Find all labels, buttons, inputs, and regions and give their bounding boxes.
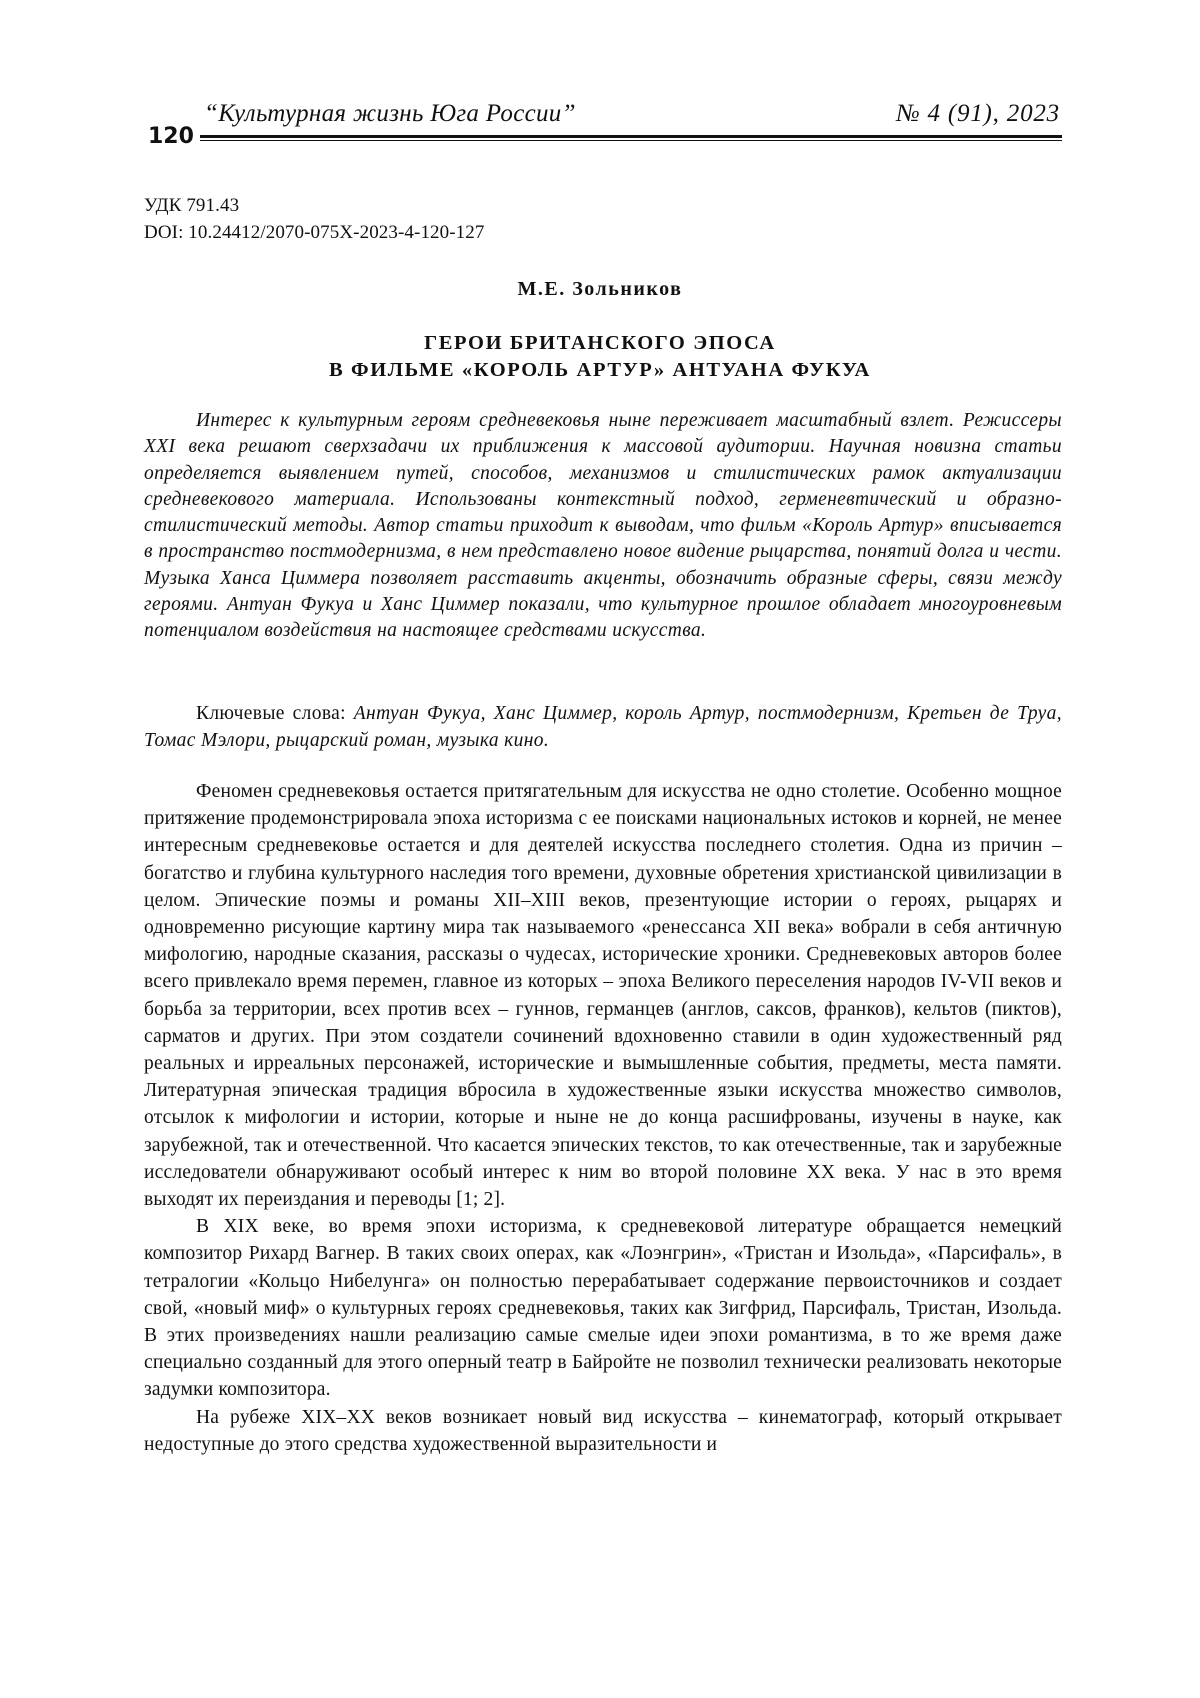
article-title bbox=[0, 330, 1200, 384]
article-body bbox=[144, 778, 1062, 1458]
running-header-issue: № 4 (91), 2023 bbox=[896, 100, 1060, 127]
udk-code: УДК 791.43 bbox=[144, 195, 240, 216]
keywords bbox=[144, 700, 1062, 754]
article-title-line-2: В ФИЛЬМЕ «КОРОЛЬ АРТУР» АНТУАНА ФУКУА bbox=[329, 359, 871, 381]
body-paragraph-3: На рубеже XIX–XX веков возникает новый вид искусства – кинематограф, который открывает недоступные до этого средства художественной выразительности и bbox=[144, 1406, 1062, 1455]
page-number: 120 bbox=[148, 124, 194, 149]
header-rule-thick bbox=[200, 135, 1062, 138]
abstract: Интерес к культурным героям средневековья ныне переживает масштабный взлет. Режиссеры XXI века решают сверхзадачи их приближения к массовой аудитории. Научная новизна статьи определяется выявлением путей, способов, механизмов и стилистических рамок актуализации средневекового материала. Использованы контекстный подход, герменевтический и образно-стилистический методы. Автор статьи приходит к выводам, что фильм «Король Артур» вписывается в пространство постмодернизма, в нем представлено новое видение рыцарства, понятий долга и чести. Музыка Ханса Циммера позволяет расставить акценты, обозначить образные сферы, связи между героями. Антуан Фукуа и Ханс Циммер показали, что культурное прошлое обладает многоуровневым потенциалом воздействия на настоящее средствами искусства. bbox=[144, 410, 1062, 642]
doi: DOI: 10.24412/2070-075X-2023-4-120-127 bbox=[144, 222, 485, 243]
header-rule-thin bbox=[200, 140, 1062, 141]
body-paragraph-2: В XIX веке, во время эпохи историзма, к средневековой литературе обращается немецкий композитор Рихард Вагнер. В таких своих операх, как «Лоэнгрин», «Тристан и Изольда», «Парсифаль», в тетралогии «Кольцо Нибелунга» он полностью перерабатывает содержание первоисточников и создает свой, «новый миф» о культурных героях средневековья, таких как Зигфрид, Парсифаль, Тристан, Изольда. В этих произведениях нашли реализацию самые смелые идеи эпохи романтизма, в то же время даже специально созданный для этого оперный театр в Байройте не позволил технически реализовать некоторые задумки композитора. bbox=[144, 1216, 1062, 1401]
running-header-journal: “Культурная жизнь Юга России” bbox=[204, 100, 576, 127]
keywords-label: Ключевые слова: bbox=[196, 703, 354, 724]
body-paragraph-1: Феномен средневековья остается притягательным для искусства не одно столетие. Особенно мощное притяжение продемонстрировала эпоха историзма с ее поисками национальных истоков и корней, не менее интересным средневековье остается и для деятелей искусства последнего столетия. Одна из причин – богатство и глубина культурного наследия того времени, духовные обретения христианской цивилизации в целом. Эпические поэмы и романы XII–XIII веков, презентующие истории о героях, рыцарях и одновременно рисующие картину мира так называемого «ренессанса XII века» вобрали в себя античную мифологию, народные сказания, рассказы о чудесах, исторические хроники. Средневековых авторов более всего привлекало время перемен, главное из которых – эпоха Великого переселения народов IV-VII веков и борьба за территории, всех против всех – гуннов, германцев (англов, саксов, франков), кельтов (пиктов), сарматов и других. При этом создатели сочинений вдохновенно ставили в один художественный ряд реальных и ирреальных персонажей, исторические и вымышленные события, предметы, места памяти. Литературная эпическая традиция вбросила в художественные языки искусства множество символов, отсылок к мифологии и истории, которые и ныне не до конца расшифрованы, изучены в науке, как зарубежной, так и отечественной. Что касается эпических текстов, то как отечественные, так и зарубежные исследователи обнаруживают особый интерес к ним во второй половине XX века. У нас в это время выходят их переиздания и переводы [1; 2]. bbox=[144, 781, 1062, 1211]
article-title-line-1: ГЕРОИ БРИТАНСКОГО ЭПОСА bbox=[424, 332, 776, 354]
keywords-list: Антуан Фукуа, Ханс Циммер, король Артур, постмодернизм, Кретьен де Труа, Томас Мэлори, рыцарский роман, музыка кино. bbox=[144, 703, 1063, 751]
author-name: М.Е. Зольников bbox=[517, 278, 683, 300]
